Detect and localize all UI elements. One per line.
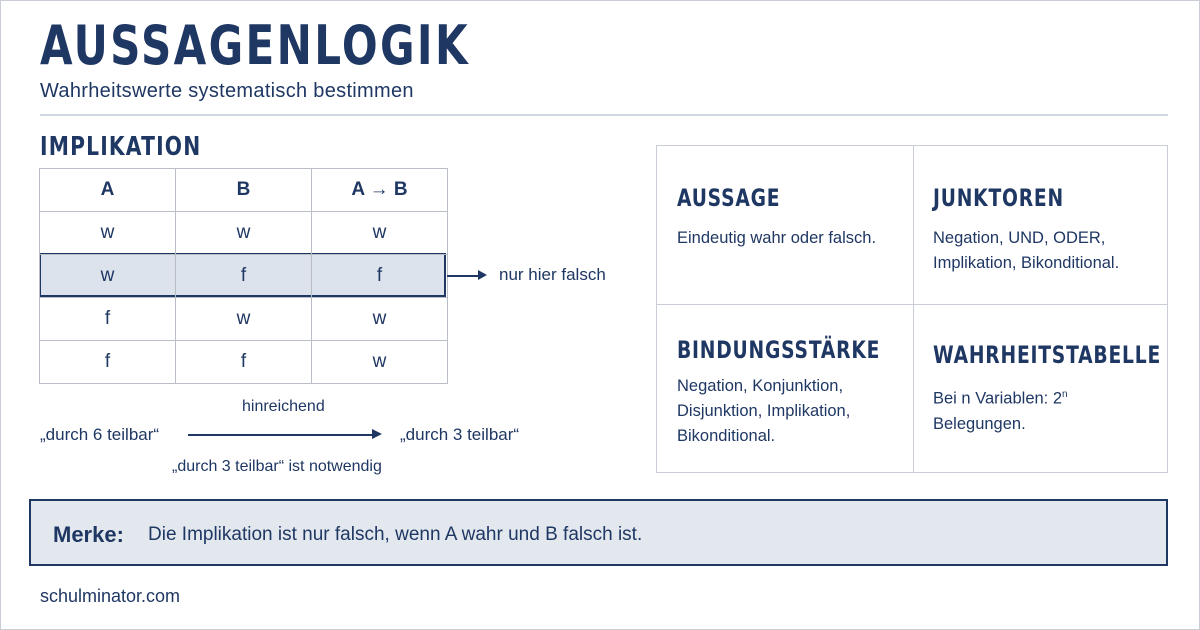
truth-table-cell: f: [176, 341, 312, 384]
grid-divider-horizontal: [657, 304, 1167, 305]
statement-right: „durch 3 teilbar“: [400, 425, 520, 444]
statement-left: „durch 6 teilbar“: [40, 425, 160, 444]
truth-table-header-a: A: [40, 169, 176, 212]
truth-table-cell: w: [40, 212, 176, 255]
page-subtitle: Wahrheitswerte systematisch bestimmen: [40, 80, 414, 102]
card-text-line: Implikation, Bikonditional.: [933, 254, 1120, 272]
truth-table-cell: f: [40, 298, 176, 341]
card-text-line: Belegungen.: [933, 414, 1026, 433]
card-text-formula: Bei n Variablen: 2: [933, 389, 1063, 408]
card-text-line: Negation, Konjunktion,: [677, 377, 844, 395]
note-arrowhead-icon: [478, 270, 487, 280]
card-title-junktoren: JUNKTOREN: [933, 184, 1064, 212]
concept-grid: [656, 145, 1168, 473]
truth-table-cell: w: [176, 212, 312, 255]
truth-table-header-implication: A → B: [312, 169, 448, 212]
truth-table-header-b: B: [176, 169, 312, 212]
section-title-implikation: IMPLIKATION: [40, 132, 202, 162]
card-text-line: Negation, UND, ODER,: [933, 229, 1106, 247]
implication-arrowhead-icon: [372, 429, 382, 439]
truth-table-cell: w: [312, 341, 448, 384]
merke-label: Merke:: [53, 522, 124, 547]
truth-table-cell: f: [176, 255, 312, 298]
card-text-line: Disjunktion, Implikation,: [677, 402, 851, 420]
card-text-junktoren: [933, 226, 1119, 276]
sufficient-label: hinreichend: [242, 398, 325, 415]
merke-box: [29, 499, 1168, 566]
truth-table-cell: f: [312, 255, 448, 298]
card-text-bindungsstaerke: [677, 374, 850, 449]
grid-divider-vertical: [913, 146, 914, 472]
header-divider: [40, 114, 1168, 116]
truth-table-row: [40, 212, 448, 255]
truth-table: [39, 168, 448, 384]
card-text-line: [933, 382, 1068, 412]
truth-table-row: [40, 341, 448, 384]
truth-table-cell: w: [176, 298, 312, 341]
card-title-wahrheitstabelle: WAHRHEITSTABELLE: [933, 341, 1162, 369]
truth-table-cell: w: [312, 212, 448, 255]
exponent-n: n: [1062, 389, 1068, 400]
card-text-aussage: Eindeutig wahr oder falsch.: [677, 229, 877, 247]
page-title: AUSSAGENLOGIK: [40, 14, 470, 77]
highlight-note: nur hier falsch: [499, 265, 606, 284]
footer-site: schulminator.com: [40, 586, 181, 606]
truth-table-cell: w: [312, 298, 448, 341]
card-title-bindungsstaerke: BINDUNGSSTÄRKE: [677, 336, 881, 364]
truth-table-row-highlighted: [40, 255, 448, 298]
truth-table-row: [40, 298, 448, 341]
truth-table-cell: f: [40, 341, 176, 384]
merke-text: Die Implikation ist nur falsch, wenn A wahr und B falsch ist.: [148, 524, 643, 545]
card-text-line: Bikonditional.: [677, 427, 776, 445]
necessary-note: „durch 3 teilbar“ ist notwendig: [172, 458, 382, 475]
truth-table-cell: w: [40, 255, 176, 298]
truth-table-header-row: [40, 169, 448, 212]
card-title-aussage: AUSSAGE: [677, 184, 781, 212]
implication-arrow-icon: [188, 434, 376, 436]
card-text-wahrheitstabelle: [933, 382, 1068, 437]
